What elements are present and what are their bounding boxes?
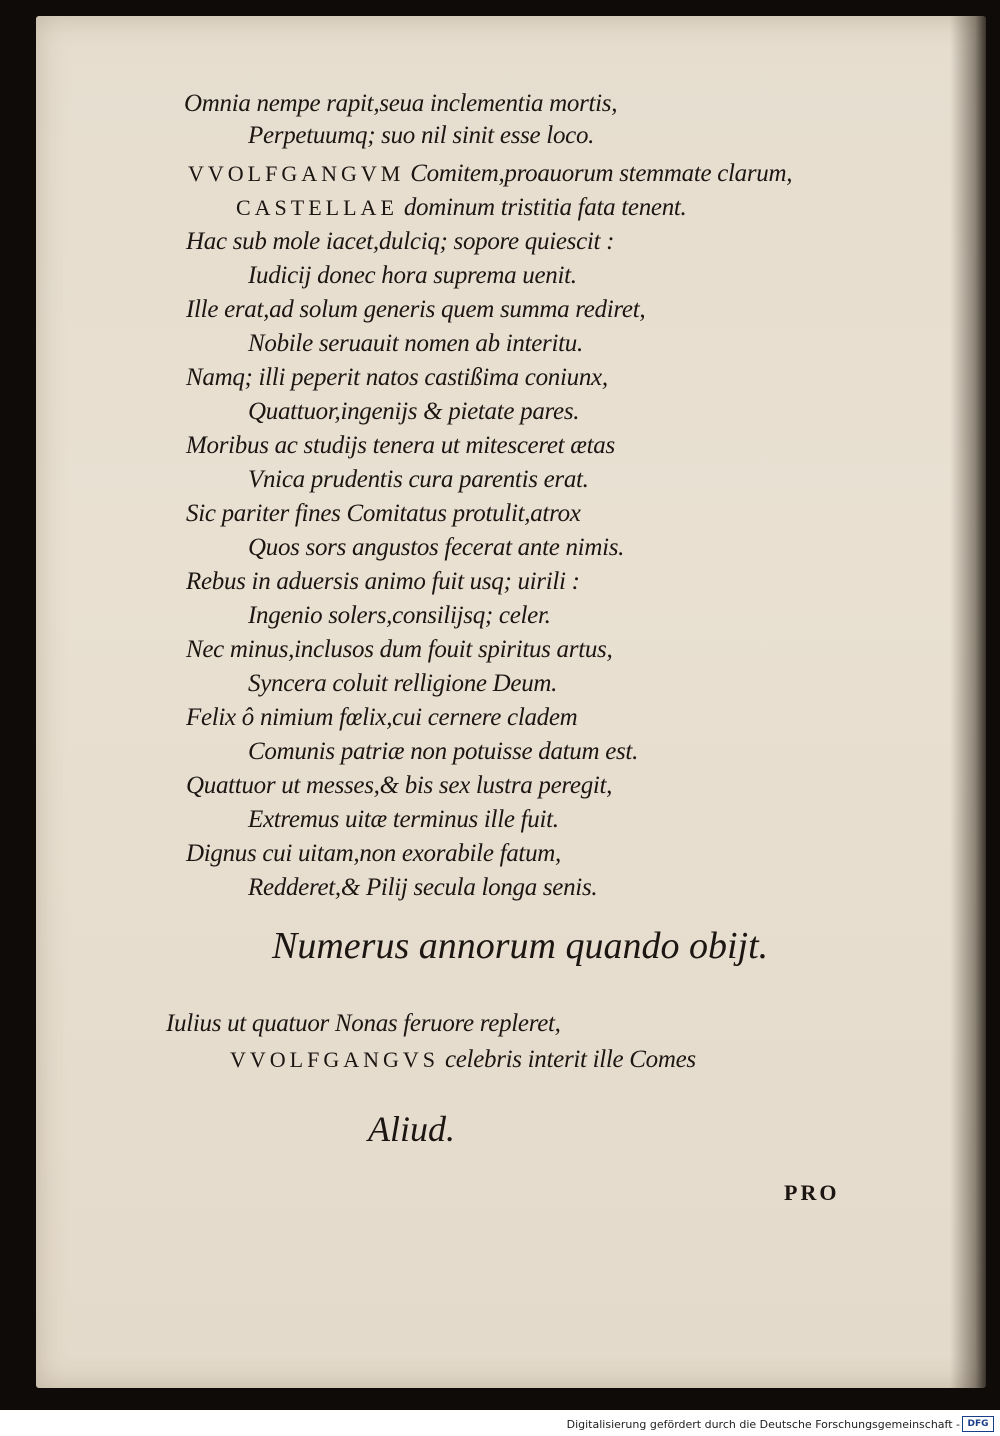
small-caps-name: VVOLFGANGVS <box>230 1047 440 1072</box>
verse-line <box>186 228 614 256</box>
verse-line <box>248 670 557 698</box>
verse-text: Extremus uitæ terminus ille fuit. <box>248 806 559 833</box>
verse-line <box>188 160 792 188</box>
verse-line <box>248 122 594 150</box>
footer-bar <box>0 1410 1000 1436</box>
verse-line <box>248 602 551 630</box>
verse-line <box>186 296 645 324</box>
verse-line <box>248 330 583 358</box>
verse-text: Sic pariter fines Comitatus protulit,atrox <box>186 500 581 527</box>
verse-line <box>166 1010 561 1038</box>
dfg-logo: DFG <box>962 1416 994 1432</box>
verse-text: Vnica prudentis cura parentis erat. <box>248 466 589 493</box>
verse-line <box>186 364 608 392</box>
verse-text: Iudicij donec hora suprema uenit. <box>248 262 577 289</box>
verse-block <box>36 16 986 1388</box>
verse-line <box>248 806 559 834</box>
section-heading: Numerus annorum quando obijt. <box>272 925 769 967</box>
verse-line <box>186 840 561 868</box>
catchword: PRO <box>784 1180 840 1205</box>
footer-credit: Digitalisierung gefördert durch die Deutsche Forschungsgemeinschaft - <box>566 1418 960 1431</box>
verse-text: Dignus cui uitam,non exorabile fatum, <box>186 840 561 867</box>
small-caps-name: VVOLFGANGVM <box>188 161 405 186</box>
verse-line <box>248 398 579 426</box>
verse-text: Namq; illi peperit natos castißima coniunx, <box>186 364 608 391</box>
verse-line <box>184 90 617 118</box>
verse-text: Perpetuumq; suo nil sinit esse loco. <box>248 122 595 149</box>
verse-line <box>186 772 612 800</box>
verse-line <box>248 874 597 902</box>
verse-text: Rebus in aduersis animo fuit usq; uirili : <box>186 568 580 595</box>
verse-line <box>248 466 589 494</box>
aliud-heading: Aliud. <box>368 1109 455 1149</box>
verse-text: Quattuor,ingenijs & pietate pares. <box>248 398 580 425</box>
book-page <box>36 16 986 1388</box>
verse-text: Comitem,proauorum stemmate clarum, <box>404 160 793 187</box>
verse-line <box>230 1046 696 1074</box>
verse-text: Hac sub mole iacet,dulciq; sopore quiescit : <box>186 228 615 255</box>
verse-text: Omnia nempe rapit,seua inclementia mortis, <box>184 90 618 117</box>
verse-text: Redderet,& Pilij secula longa senis. <box>248 874 598 901</box>
verse-line <box>248 534 624 562</box>
verse-text: Felix ô nimium fœlix,cui cernere cladem <box>186 704 578 731</box>
verse-line <box>186 636 612 664</box>
verse-text: Quattuor ut messes,& bis sex lustra peregit, <box>186 772 613 799</box>
verse-line <box>186 500 581 528</box>
verse-text: Ingenio solers,consilijsq; celer. <box>248 602 551 629</box>
verse-text: Moribus ac studijs tenera ut mitesceret ætas <box>186 432 615 459</box>
verse-text: celebris interit ille Comes <box>439 1046 696 1073</box>
verse-text: Quos sors angustos fecerat ante nimis. <box>248 534 625 561</box>
small-caps-name: CASTELLAE <box>236 195 398 220</box>
verse-text: dominum tristitia fata tenent. <box>397 194 687 221</box>
verse-text: Syncera coluit relligione Deum. <box>248 670 558 697</box>
verse-line <box>236 194 687 222</box>
verse-line <box>186 704 577 732</box>
verse-text: Nobile seruauit nomen ab interitu. <box>248 330 583 357</box>
verse-line <box>186 432 615 460</box>
verse-line <box>248 262 577 290</box>
verse-line <box>248 738 638 766</box>
verse-text: Nec minus,inclusos dum fouit spiritus artus, <box>186 636 613 663</box>
verse-text: Ille erat,ad solum generis quem summa rediret, <box>186 296 646 323</box>
verse-text: Comunis patriæ non potuisse datum est. <box>248 738 639 765</box>
verse-line <box>186 568 580 596</box>
verse-text: Iulius ut quatuor Nonas feruore repleret, <box>166 1010 561 1037</box>
